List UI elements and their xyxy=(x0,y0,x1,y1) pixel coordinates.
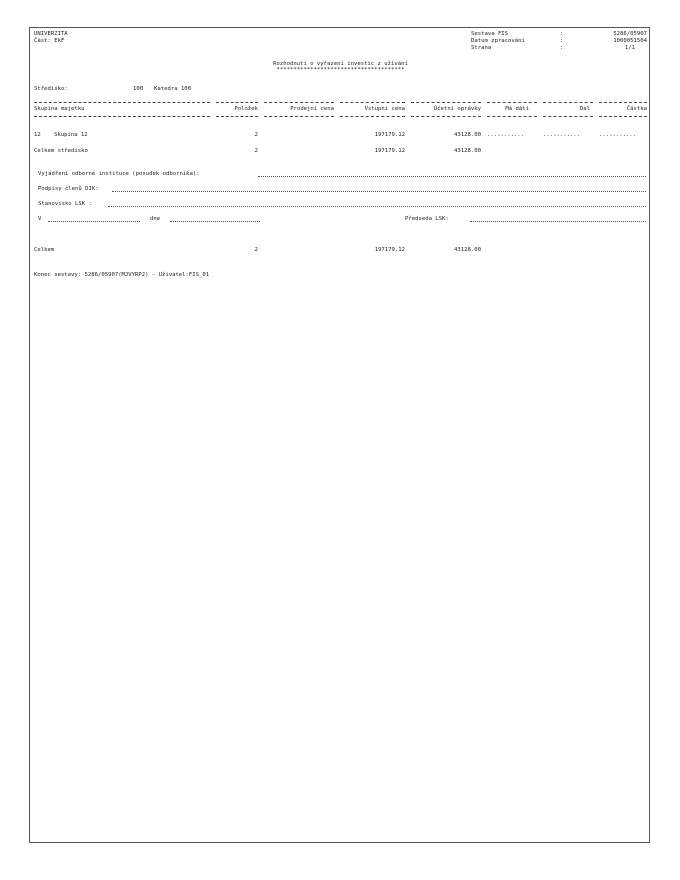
grand-total-opravky: 43128.00 xyxy=(454,247,481,253)
col-header-skupina: Skupina majetku xyxy=(34,106,85,112)
group-ma-dati: ........... xyxy=(487,132,525,138)
header-label-datum: Datum zpracování xyxy=(471,38,525,44)
col-header-opravky: Účetní oprávky xyxy=(433,106,481,112)
header-label-sestava: Sestava FIS xyxy=(471,31,509,37)
group-dal: ........... xyxy=(543,132,581,138)
col-header-vstupni: Vstupní cena xyxy=(364,106,405,112)
col-header-dal: Dal xyxy=(579,106,590,112)
report-page xyxy=(29,27,650,843)
group-polozek: 2 xyxy=(254,132,258,138)
header-value-strana: 1/1 xyxy=(624,45,635,51)
misto-label: V xyxy=(38,216,42,222)
katedra-label: Katedra 100 xyxy=(154,86,192,92)
stredisko-label: Středisko: xyxy=(34,86,68,92)
predseda-label: Předseda LSK: xyxy=(405,216,449,222)
group-castka: ........... xyxy=(599,132,637,138)
vyjadreni-line xyxy=(258,176,646,177)
stredisko-total-label: Celkem středisko xyxy=(34,148,88,154)
group-vstupni: 197179.12 xyxy=(374,132,405,138)
grand-total-polozek: 2 xyxy=(254,247,258,253)
grand-total-vstupni: 197179.12 xyxy=(374,247,405,253)
grand-total-label: Celkem xyxy=(34,247,55,253)
stredisko-value: 100 xyxy=(133,86,144,92)
header-label-strana: Strana xyxy=(471,45,492,51)
stanovisko-line xyxy=(108,206,646,207)
stredisko-total-polozek: 2 xyxy=(254,148,258,154)
header-value-datum: 1000051504 xyxy=(613,38,647,44)
vyjadreni-label: Vyjádření odborné instituce (posudek odborníka): xyxy=(38,171,200,177)
header-value-sestava: 5286/05907 xyxy=(613,31,647,37)
stredisko-total-vstupni: 197179.12 xyxy=(374,148,405,154)
group-opravky: 43128.00 xyxy=(454,132,481,138)
report-footer: Konec sestavy: 5286/05907(MJVYRP2) - Uživatel:FIS_01 xyxy=(34,272,210,278)
col-header-ma-dati: Má dáti xyxy=(505,106,529,112)
org-name: UNIVERZITA xyxy=(34,31,68,37)
col-header-castka: Částka xyxy=(626,106,647,112)
header-colon: : xyxy=(560,31,564,37)
dne-label: dne xyxy=(150,216,161,222)
title-underline: ************************************** xyxy=(276,67,405,73)
org-part: Část: EkF xyxy=(34,38,65,44)
header-colon: : xyxy=(560,38,564,44)
header-colon: : xyxy=(560,45,564,51)
podpisy-label: Podpisy členů DIK: xyxy=(38,186,99,192)
stanovisko-label: Stanovisko LSK : xyxy=(38,201,92,207)
group-code: 12 xyxy=(34,132,41,138)
podpisy-line xyxy=(112,191,646,192)
group-name: Skupina 12 xyxy=(54,132,88,138)
report-title: Rozhodnutí o vyřazení investic z užívání xyxy=(273,61,408,67)
col-header-polozek: Položek xyxy=(234,106,258,112)
col-header-prodejni: Prodejní cena xyxy=(290,106,334,112)
stredisko-total-opravky: 43128.00 xyxy=(454,148,481,154)
misto-line xyxy=(48,221,140,222)
dne-line xyxy=(170,221,260,222)
predseda-line xyxy=(470,221,646,222)
